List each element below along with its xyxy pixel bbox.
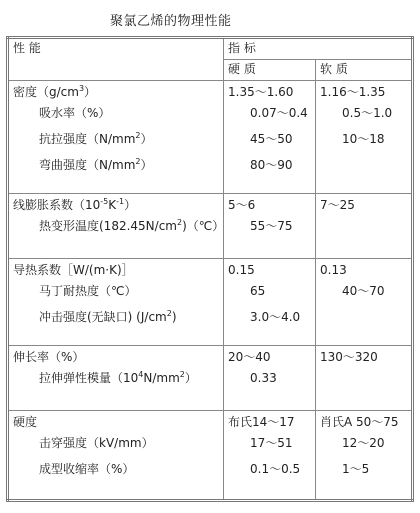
hard-value-text: 65 (250, 284, 266, 298)
property-label (13, 100, 219, 126)
property-label (13, 197, 219, 213)
property-label (13, 414, 219, 430)
label-superscript: -5 (100, 197, 109, 206)
hard-value (228, 213, 311, 239)
soft-value-text: 130～320 (320, 350, 378, 364)
group-soft-values (316, 81, 413, 194)
soft-value-text: 7～25 (320, 198, 355, 212)
label-text: 吸水率（%） (39, 106, 111, 120)
hard-value-text: 45～50 (250, 132, 293, 146)
header-property: 性 能 (8, 38, 224, 81)
label-text: 拉伸弹性模量（10 (39, 371, 139, 385)
group-hard-values (224, 259, 316, 346)
label-text: ） (84, 85, 97, 99)
header-row-1 (8, 38, 413, 60)
label-superscript: -1 (116, 197, 125, 206)
soft-value (320, 152, 407, 178)
hard-value-text: 0.1～0.5 (250, 462, 301, 476)
hard-value-text: 5～6 (228, 198, 256, 212)
property-label (13, 262, 219, 278)
soft-value (320, 278, 407, 304)
soft-value (320, 430, 407, 456)
soft-value-text: 0.5～1.0 (342, 106, 393, 120)
property-label (13, 84, 219, 100)
label-text: ） (124, 198, 137, 212)
hard-value-text: 3.0～4.0 (250, 310, 301, 324)
hard-value (228, 304, 311, 330)
group-labels (8, 411, 224, 501)
hard-value-text: 1.35～1.60 (228, 85, 294, 99)
label-superscript: 3 (78, 84, 85, 93)
soft-value-text: 1.16～1.35 (320, 85, 386, 99)
soft-value-text: 肖氏A 50～75 (320, 415, 399, 429)
page-title (0, 10, 420, 29)
hard-value-text: 布氏14～17 (228, 415, 295, 429)
hard-value-text: 0.15 (228, 263, 255, 277)
group-density (8, 81, 413, 194)
group-hard-values (224, 194, 316, 259)
hard-value (228, 152, 311, 178)
header-indicator: 指 标 (224, 38, 413, 60)
label-text: ) (171, 310, 177, 324)
label-text: ） (184, 371, 197, 385)
hard-value (228, 126, 311, 152)
hard-value-text: 0.33 (250, 371, 277, 385)
hard-value-text: 80～90 (250, 158, 293, 172)
hard-value (228, 456, 311, 482)
soft-value (320, 304, 407, 330)
label-text: K (108, 198, 117, 212)
soft-value-text: 1～5 (342, 462, 370, 476)
group-hard-values (224, 346, 316, 411)
label-text: 密度（g/cm (13, 85, 79, 99)
soft-value (320, 213, 407, 239)
hard-value (228, 430, 311, 456)
group-labels (8, 346, 224, 411)
group-soft-values (316, 346, 413, 411)
group-elongation (8, 346, 413, 411)
label-superscript: 2 (176, 218, 183, 227)
label-text: 马丁耐热度（℃） (39, 284, 137, 298)
soft-value (320, 197, 407, 213)
property-label (13, 213, 225, 239)
label-text: )（℃） (182, 219, 225, 233)
header-soft: 软 质 (316, 60, 413, 81)
header-hard: 硬 质 (224, 60, 316, 81)
property-label (13, 126, 219, 152)
hard-value-text: 17～51 (250, 436, 293, 450)
label-superscript: 2 (179, 370, 185, 379)
soft-value (320, 349, 407, 365)
properties-table (6, 36, 414, 502)
soft-value (320, 262, 407, 278)
label-text: ） (140, 132, 153, 146)
group-thermal-expansion (8, 194, 413, 259)
label-text: 硬度 (13, 415, 38, 429)
property-label (13, 349, 219, 365)
soft-value (320, 456, 407, 482)
hard-value (228, 365, 311, 391)
hard-value (228, 84, 311, 100)
label-text: 线膨胀系数（10 (13, 198, 101, 212)
soft-value (320, 414, 407, 430)
label-superscript: 2 (135, 157, 141, 166)
property-label (13, 304, 219, 330)
title-text: 聚氯乙烯的物理性能 (110, 14, 232, 29)
soft-value (320, 126, 407, 152)
hard-value-text: 0.07～0.4 (250, 106, 308, 120)
label-text: 冲击强度(无缺口) (J/cm (39, 310, 167, 324)
label-text: 击穿强度（kV/mm） (39, 436, 154, 450)
hard-value-text: 20～40 (228, 350, 271, 364)
hard-value (228, 349, 311, 365)
label-text: 导热系数［W/(m·K)］ (13, 263, 134, 277)
soft-value-text: 10～18 (342, 132, 385, 146)
hard-value-text: 55～75 (250, 219, 293, 233)
hard-value (228, 414, 311, 430)
property-label (13, 456, 219, 482)
hard-value (228, 262, 311, 278)
soft-value-text: 0.13 (320, 263, 347, 277)
hard-value (228, 100, 311, 126)
label-text: 伸长率（%） (13, 350, 85, 364)
group-labels (8, 81, 224, 194)
label-text: 弯曲强度（N/mm (39, 158, 136, 172)
property-label (13, 365, 219, 391)
soft-value-text: 40～70 (342, 284, 385, 298)
property-label (13, 152, 219, 178)
hard-value (228, 278, 311, 304)
soft-value (320, 84, 407, 100)
group-soft-values (316, 411, 413, 501)
hard-value (228, 197, 311, 213)
group-hardness (8, 411, 413, 501)
group-hard-values (224, 411, 316, 501)
group-soft-values (316, 194, 413, 259)
label-text: 成型收缩率（%） (39, 462, 135, 476)
group-thermal-conductivity (8, 259, 413, 346)
label-superscript: 2 (135, 131, 141, 140)
label-text: 抗拉强度（N/mm (39, 132, 136, 146)
soft-value (320, 365, 407, 391)
label-text: ） (140, 158, 153, 172)
group-hard-values (224, 81, 316, 194)
property-label (13, 278, 219, 304)
soft-value (320, 100, 407, 126)
soft-value-text: 12～20 (342, 436, 385, 450)
group-labels (8, 194, 224, 259)
property-label (13, 430, 219, 456)
label-superscript: 2 (166, 309, 172, 318)
group-labels (8, 259, 224, 346)
label-superscript: 4 (138, 370, 144, 379)
label-text: 热变形温度(182.45N/cm (39, 219, 177, 233)
label-text: N/mm (143, 371, 180, 385)
group-soft-values (316, 259, 413, 346)
